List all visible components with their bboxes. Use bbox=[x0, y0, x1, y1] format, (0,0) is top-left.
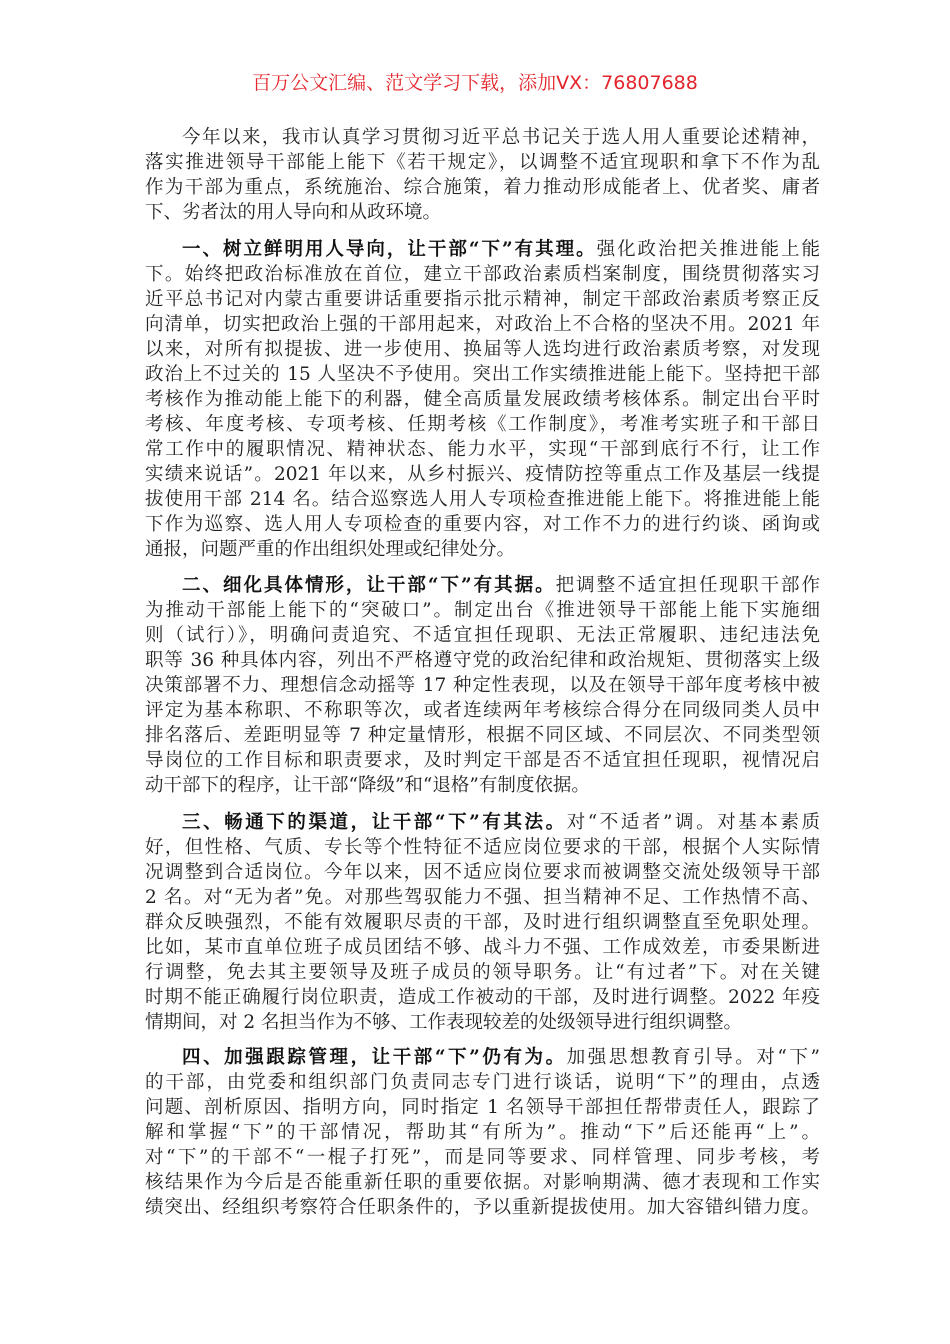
text-line: 向清单，切实把政治上强的干部用起来，对政治上不合格的坚决不用。2021 年 bbox=[145, 314, 820, 335]
text-line: 决策部署不力、理想信念动摇等 17 种定性表现，以及在领导干部年度考核中被 bbox=[145, 675, 820, 696]
text-line: 通报，问题严重的作出组织处理或纪律处分。 bbox=[145, 539, 516, 560]
section-heading: 三、畅通下的渠道，让干部“下”有其法。 bbox=[182, 812, 567, 833]
text-line: 考核、年度考核、专项考核、任期考核《工作制度》，考准考实班子和干部日 bbox=[145, 414, 820, 435]
text-line: 考核作为推动能上能下的利器，健全高质量发展政绩考核体系。制定出台平时 bbox=[145, 389, 820, 410]
text-line: 2 名。对“无为者”免。对那些驾驭能力不强、担当精神不足、工作热情不高、 bbox=[145, 887, 820, 908]
text-line: 落实推进领导干部能上能下《若干规定》，以调整不适宜现职和拿下不作为乱 bbox=[145, 152, 820, 173]
section-heading: 四、加强跟踪管理，让干部“下”仍有为。 bbox=[182, 1047, 567, 1068]
text-line: 下、劣者汰的用人导向和从政环境。 bbox=[145, 202, 442, 223]
text-line: 绩突出、经组织考察符合任职条件的，予以重新提拔使用。加大容错纠错力度。 bbox=[145, 1197, 820, 1218]
text-run: 把调整不适宜担任现职干部作 bbox=[555, 575, 820, 596]
text-line: 群众反映强烈，不能有效履职尽责的干部，及时进行组织调整直至免职处理。 bbox=[145, 912, 820, 933]
text-line: 动干部下的程序，让干部“降级”和“退格”有制度依据。 bbox=[145, 775, 590, 796]
text-line: 评定为基本称职、不称职等次，或者连续两年考核综合得分在同级同类人员中 bbox=[145, 700, 820, 721]
text-line: 实绩来说话”。2021 年以来，从乡村振兴、疫情防控等重点工作及基层一线提 bbox=[145, 464, 820, 485]
watermark-banner: 百万公文汇编、范文学习下载，添加VX：76807688 bbox=[252, 72, 698, 94]
text-line: 近平总书记对内蒙古重要讲话重要指示批示精神，制定干部政治素质考察正反 bbox=[145, 289, 820, 310]
text-run: 对“不适者”调。对基本素质 bbox=[566, 812, 820, 833]
text-line: 对“下”的干部不“一棍子打死”，而是同等要求、同样管理、同步考核，考 bbox=[145, 1147, 820, 1168]
section-3-paragraph bbox=[145, 810, 820, 1035]
text-line: 导岗位的工作目标和职责要求，及时判定干部是否不适宜担任现职，视情况启 bbox=[145, 750, 820, 771]
text-line: 以来，对所有拟提拔、进一步使用、换届等人选均进行政治素质考察，对发现 bbox=[145, 339, 820, 360]
text-line: 为推动干部能上能下的“突破口”。制定出台《推进领导干部能上能下实施细 bbox=[145, 600, 820, 621]
text-line: 时期不能正确履行岗位职责，造成工作被动的干部，及时进行调整。2022 年疫 bbox=[145, 987, 820, 1008]
text-line: 作为干部为重点，系统施治、综合施策，着力推动形成能者上、优者奖、庸者 bbox=[145, 177, 820, 198]
text-line: 行调整，免去其主要领导及班子成员的领导职务。让“有过者”下。对在关键 bbox=[145, 962, 820, 983]
text-line: 拔使用干部 214 名。结合巡察选人用人专项检查推进能上能下。将推进能上能 bbox=[145, 489, 820, 510]
section-4-paragraph bbox=[145, 1045, 820, 1220]
section-heading: 一、树立鲜明用人导向，让干部“下”有其理。 bbox=[182, 239, 597, 260]
text-line bbox=[145, 573, 820, 598]
text-line: 解和掌握“下”的干部情况，帮助其“有所为”。推动“下”后还能再“上”。 bbox=[145, 1122, 820, 1143]
text-line bbox=[145, 1045, 820, 1070]
text-line: 则（试行）》，明确问责追究、不适宜担任现职、无法正常履职、违纪违法免 bbox=[145, 625, 820, 646]
text-line bbox=[145, 237, 820, 262]
text-line: 况调整到合适岗位。今年以来，因不适应岗位要求而被调整交流处级领导干部 bbox=[145, 862, 820, 883]
text-run: 强化政治把关推进能上能 bbox=[596, 239, 820, 260]
text-line: 职等 36 种具体内容，列出不严格遵守党的政治纪律和政治规矩、贯彻落实上级 bbox=[145, 650, 820, 671]
text-line: 政治上不过关的 15 人坚决不予使用。突出工作实绩推进能上能下。坚持把干部 bbox=[145, 364, 820, 385]
text-line: 问题、剖析原因、指明方向，同时指定 1 名领导干部担任帮带责任人，跟踪了 bbox=[145, 1097, 820, 1118]
section-1-paragraph bbox=[145, 237, 820, 562]
text-line: 核结果作为今后是否能重新任职的重要依据。对影响期满、德才表现和工作实 bbox=[145, 1172, 820, 1193]
text-line bbox=[145, 810, 820, 835]
text-line: 的干部，由党委和组织部门负责同志专门进行谈话，说明“下”的理由，点透 bbox=[145, 1072, 820, 1093]
text-line: 下。始终把政治标准放在首位，建立干部政治素质档案制度，围绕贯彻落实习 bbox=[145, 264, 820, 285]
text-line: 下作为巡察、选人用人专项检查的重要内容，对工作不力的进行约谈、函询或 bbox=[145, 514, 820, 535]
text-line: 好，但性格、气质、专长等个性特征不适应岗位要求的干部，根据个人实际情 bbox=[145, 837, 820, 858]
intro-paragraph bbox=[145, 125, 820, 225]
section-heading: 二、细化具体情形，让干部“下”有其据。 bbox=[182, 575, 556, 596]
text-line: 排名落后、差距明显等 7 种定量情形，根据不同区域、不同层次、不同类型领 bbox=[145, 725, 820, 746]
text-line: 常工作中的履职情况、精神状态、能力水平，实现“干部到底行不行，让工作 bbox=[145, 439, 820, 460]
section-2-paragraph bbox=[145, 573, 820, 798]
text-line: 今年以来，我市认真学习贯彻习近平总书记关于选人用人重要论述精神， bbox=[182, 127, 820, 148]
text-line: 情期间，对 2 名担当作为不够、工作表现较差的处级领导进行组织调整。 bbox=[145, 1012, 743, 1033]
text-run: 加强思想教育引导。对“下” bbox=[566, 1047, 820, 1068]
text-line: 比如，某市直单位班子成员团结不够、战斗力不强、工作成效差，市委果断进 bbox=[145, 937, 820, 958]
